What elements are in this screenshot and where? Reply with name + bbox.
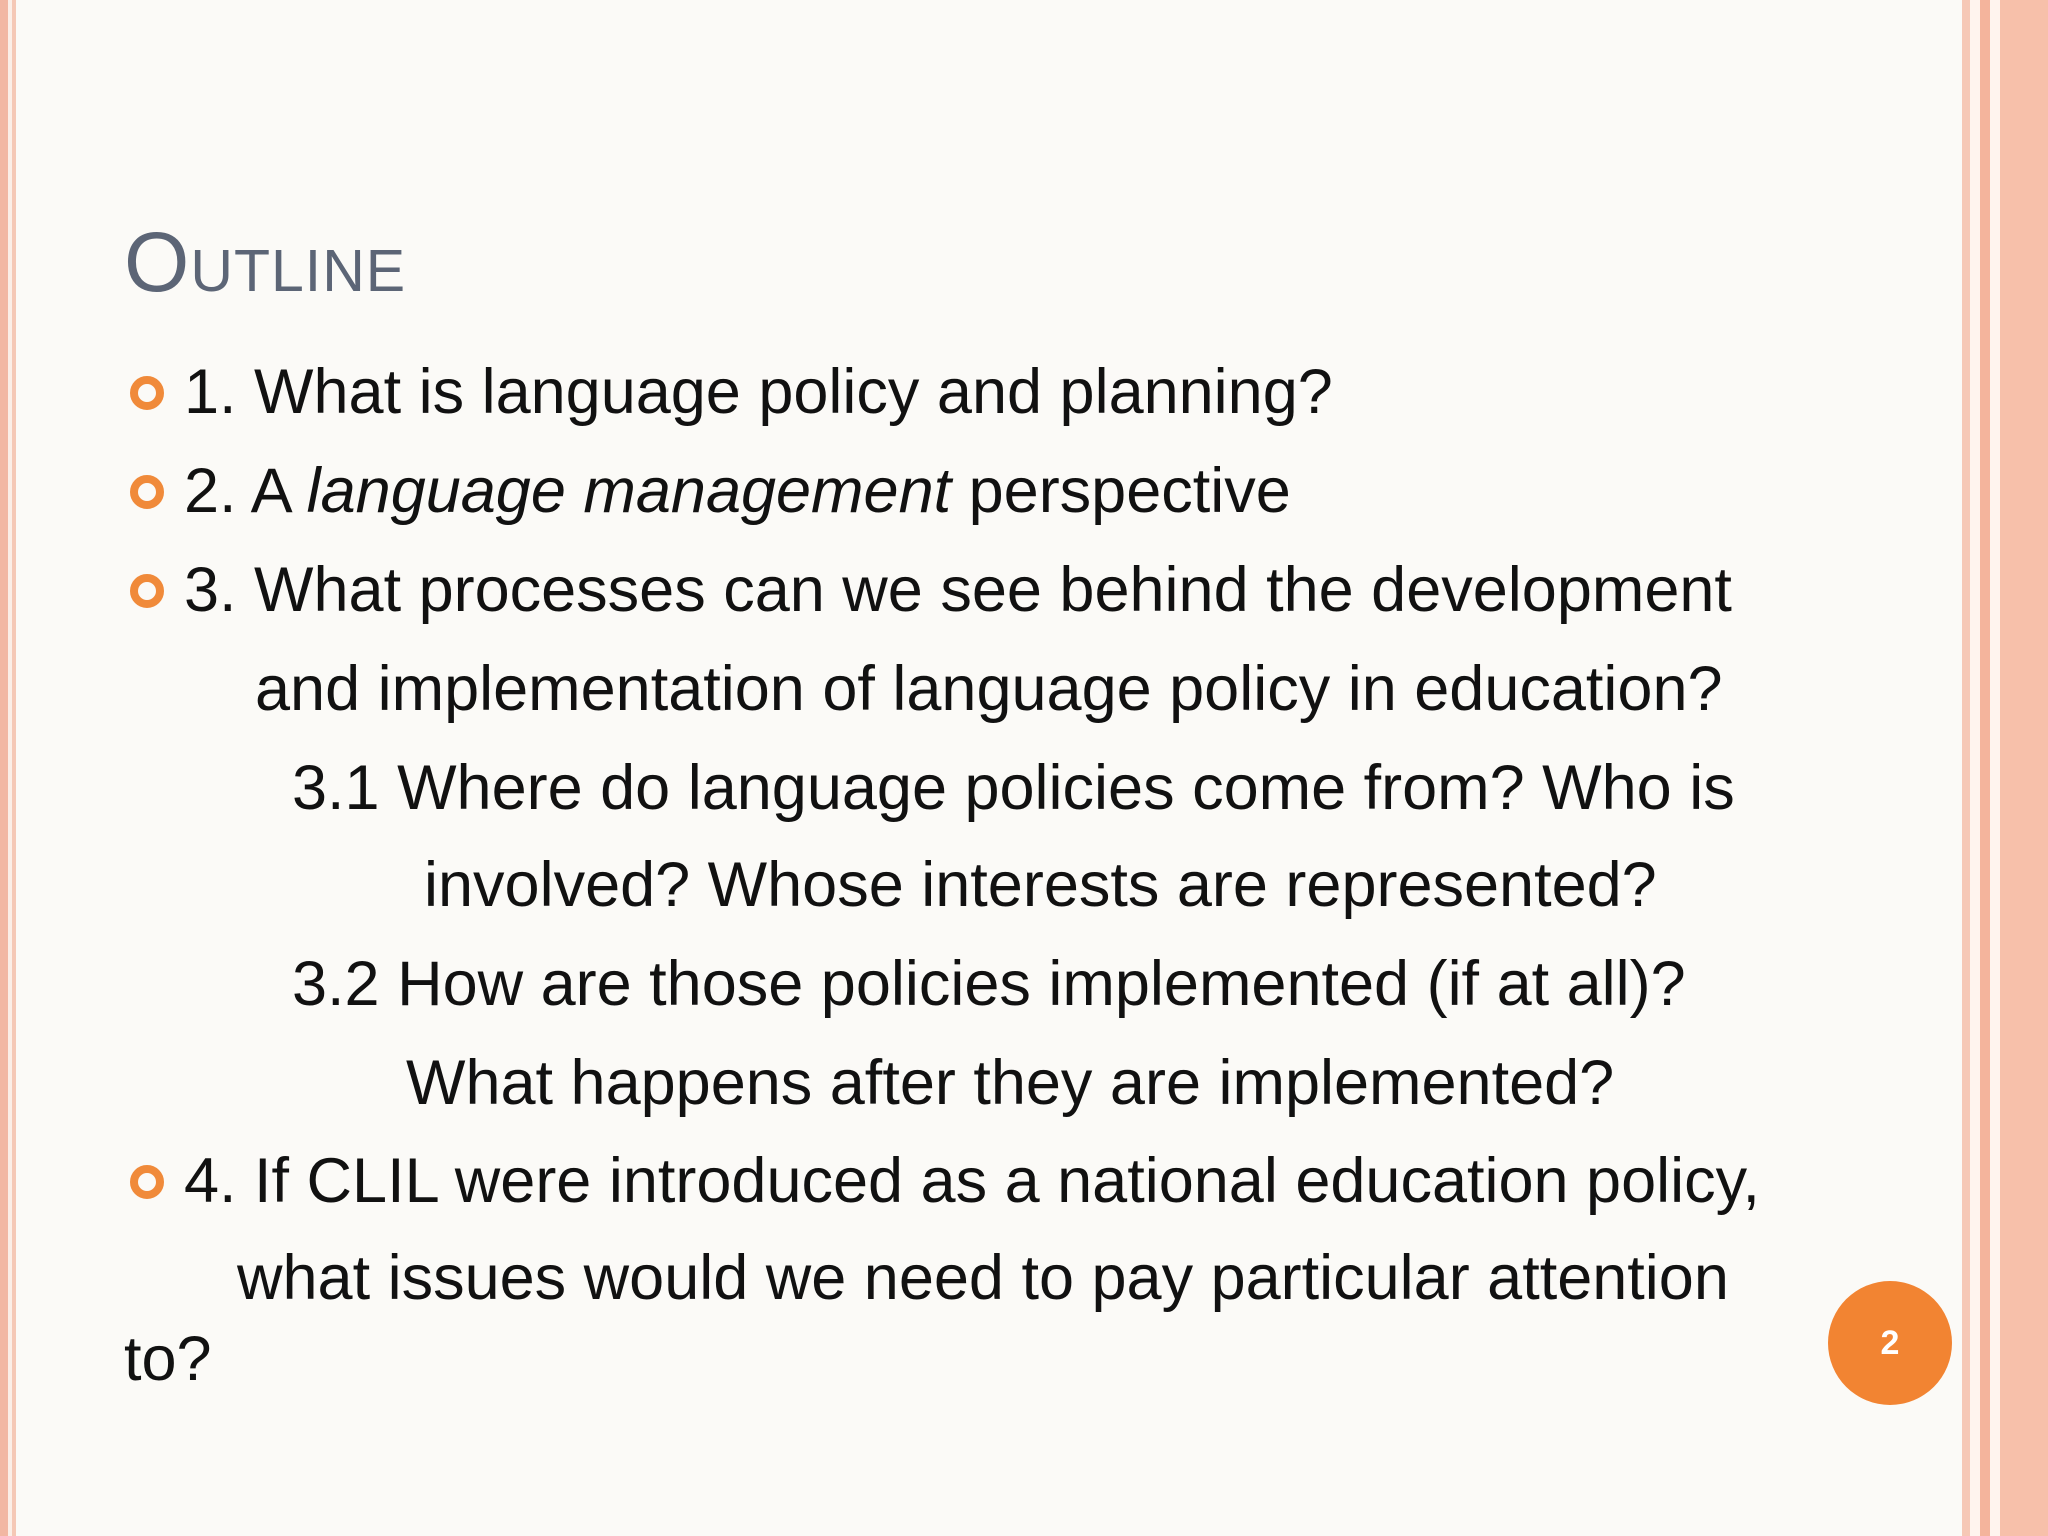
outline-item-4-line-1: 4. If CLIL were introduced as a national education policy, [184,1146,1760,1216]
bullet-icon [130,1165,164,1199]
outline-item-4-line-3: to? [124,1324,212,1394]
outline-item-2 [184,442,1291,541]
right-border-stripe [1970,0,1980,1536]
right-border-decoration [1962,0,2048,1536]
outline-item-2-suffix: perspective [951,456,1291,526]
outline-item-1: 1. What is language policy and planning? [184,357,1333,427]
outline-subitem-3-1-line-2: involved? Whose interests are represented? [424,850,1657,920]
page-number-badge: 2 [1828,1281,1952,1405]
outline-item-3-line-1: 3. What processes can we see behind the development [184,555,1732,625]
outline-item-4-line-2: what issues would we need to pay particular attention [237,1243,1729,1313]
bullet-icon [130,574,164,608]
outline-subitem-3-2-line-1: 3.2 How are those policies implemented (if at all)? [292,949,1686,1019]
slide-title: Outline [124,215,407,309]
outline-subitem-3-1-line-1: 3.1 Where do language policies come from? Who is [292,753,1735,823]
bullet-icon [130,376,164,410]
right-border-stripe [1990,0,2000,1536]
outline-item-3-line-2: and implementation of language policy in education? [255,654,1723,724]
left-border-decoration [0,0,24,1536]
outline-item-2-emphasis: language management [306,456,952,526]
outline-subitem-3-2-line-2: What happens after they are implemented? [406,1048,1615,1118]
outline-item-2-prefix: 2. A [184,456,307,526]
bullet-icon [130,475,164,509]
